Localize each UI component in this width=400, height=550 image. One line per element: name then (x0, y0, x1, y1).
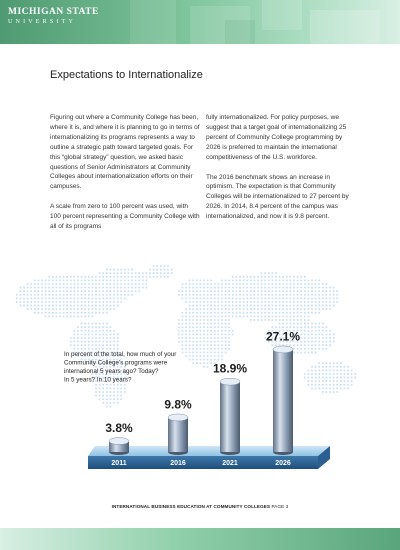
bar (273, 349, 293, 452)
bars (105, 329, 300, 455)
paragraph: fully internationalized. For policy purposes, we suggest that a target goal of internationalizing 25 percent of Community College programming by 2026 is preferred to maintain the international competitiveness of the U.S. workforce. (206, 114, 347, 161)
x-tick-label: 2011 (111, 460, 127, 467)
bar-2026 (273, 346, 293, 455)
bar-2011 (109, 438, 129, 455)
data-label: 9.8% (164, 397, 192, 412)
bar (220, 382, 240, 452)
question-line: In 5 years? In 10 years? (64, 376, 132, 384)
page-title: Expectations to Internationalize (50, 69, 203, 81)
data-label: 18.9% (212, 361, 248, 376)
page-header (0, 0, 400, 44)
x-tick-label: 2026 (275, 460, 291, 467)
bar-2016 (168, 414, 188, 455)
footer-title: INTERNATIONAL BUSINESS EDUCATION AT COMMUNITY COLLEGES (111, 504, 271, 509)
footer-page: PAGE 3 (271, 504, 289, 509)
text-column-right (206, 113, 356, 232)
bar-cap (109, 438, 129, 445)
chart-question (64, 351, 176, 384)
logo-text: MICHIGAN STATE (8, 7, 99, 17)
x-tick-label: 2021 (222, 460, 238, 467)
question-line: Community College’s programs were (64, 359, 168, 367)
logo-subtext: UNIVERSITY (8, 19, 76, 25)
world-map-background (16, 265, 357, 408)
text-column-left (50, 113, 200, 242)
bar-2021 (220, 378, 240, 455)
bar-cap (220, 378, 240, 385)
bottom-bar (0, 528, 400, 550)
page-footer (0, 504, 400, 509)
paragraph: A scale from zero to 100 percent was used, with 100 percent representing a Community College with all of its programs (50, 203, 200, 231)
data-label: 3.8% (105, 421, 133, 436)
bar (168, 417, 188, 452)
paragraph: The 2016 benchmark shows an increase in optimism. The expectation is that Community Colleges will be internationalized to 27 percent by 2026. In 2014, 8.4 percent of the campus was internationalized, and now it is 9.8 percent. (206, 173, 349, 221)
question-line: In percent of the total, how much of your (64, 351, 177, 358)
bar-cap (168, 414, 188, 421)
x-tick-label: 2016 (170, 460, 186, 467)
question-line: international 5 years ago? Today? (64, 368, 159, 375)
bar-cap (273, 346, 293, 353)
paragraph: Figuring out where a Community College has been, where it is, and where it is planning to go in terms of internationalizing its programs represents a way to outline a strategic path toward targeted goals. For this “global strategy” question, we asked basic questions of Senior Administrators at Community Colleges about internationalization efforts on their campuses. (50, 114, 200, 191)
bar-chart (0, 262, 400, 497)
data-label: 27.1% (265, 329, 301, 344)
